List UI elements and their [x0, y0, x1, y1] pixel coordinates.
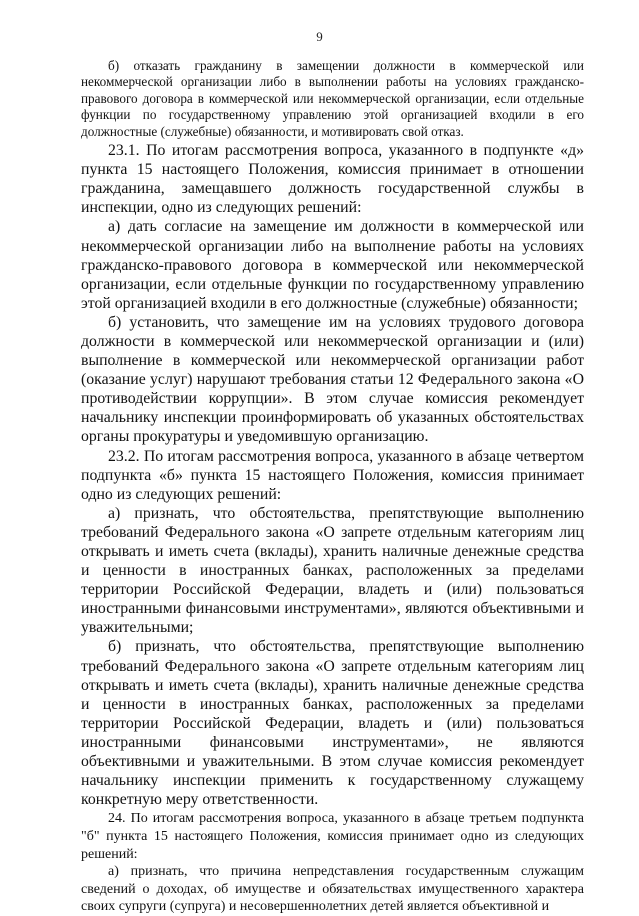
- paragraph-24-a: а) признать, что причина непредставления государственным служащим сведений о доходах, об имуществе и обязательствах имущественного характера своих супруги (супруга) и несовершеннолетних детей является объективной и: [81, 864, 584, 915]
- page-number: 9: [316, 29, 323, 44]
- paragraph-23-1-b: б) установить, что замещение им на условиях трудового договора должности в коммерческой или некоммерческой организации и (или) выполнение в коммерческой или некоммерческой организации работ (оказание услуг) нарушают требования статьи 12 Федерального закона «О противодействии коррупции». В этом случае комиссия рекомендует начальнику инспекции проинформировать об указанных обстоятельствах органы прокуратуры и уведомившую организацию.: [81, 313, 584, 446]
- document-body: [81, 58, 584, 916]
- paragraph-23-2-intro: 23.2. По итогам рассмотрения вопроса, указанного в абзаце четвертом подпункта «б» пункта 15 настоящего Положения, комиссия принимает одно из следующих решений:: [81, 447, 584, 503]
- paragraph-24-intro: 24. По итогам рассмотрения вопроса, указанного в абзаце третьем подпункта "б" пункта 15 настоящего Положения, комиссия принимает одно из следующих решений:: [81, 811, 584, 862]
- paragraph-23-2-b: б) признать, что обстоятельства, препятствующие выполнению требований Федерального закона «О запрете отдельным категориям лиц открывать и иметь счета (вклады), хранить наличные денежные средства и ценности в иностранных банках, расположенных за пределами территории Российской Федерации, владеть и (или) пользоваться иностранными финансовыми инструментами», не являются объективными и уважительными. В этом случае комиссия рекомендует начальнику инспекции применить к государственному служащему конкретную меру ответственности.: [81, 638, 584, 809]
- paragraph-23-1-intro: 23.1. По итогам рассмотрения вопроса, указанного в подпункте «д» пункта 15 настоящего Положения, комиссия принимает в отношении гражданина, замещавшего должность государственной службы в инспекции, одно из следующих решений:: [81, 142, 584, 217]
- paragraph-refuse-consent: б) отказать гражданину в замещении должности в коммерческой или некоммерческой организации либо в выполнении работы на условиях гражданско-правового договора в коммерческой или некоммерческой организации, если отдельные функции по государственному управлению этой организацией входили в его должностные (служебные) обязанности, и мотивировать свой отказ.: [81, 58, 584, 139]
- paragraph-23-1-a: а) дать согласие на замещение им должности в коммерческой или некоммерческой организации либо на выполнение работы на условиях гражданско-правового договора в коммерческой или некоммерческой организации, если отдельные функции по государственному управлению этой организацией входили в его должностные (служебные) обязанности;: [81, 218, 584, 312]
- paragraph-23-2-a: а) признать, что обстоятельства, препятствующие выполнению требований Федерального закона «О запрете отдельным категориям лиц открывать и иметь счета (вклады), хранить наличные денежные средства и ценности в иностранных банках, расположенных за пределами территории Российской Федерации, владеть и (или) пользоваться иностранными финансовыми инструментами», являются объективными и уважительными;: [81, 504, 584, 637]
